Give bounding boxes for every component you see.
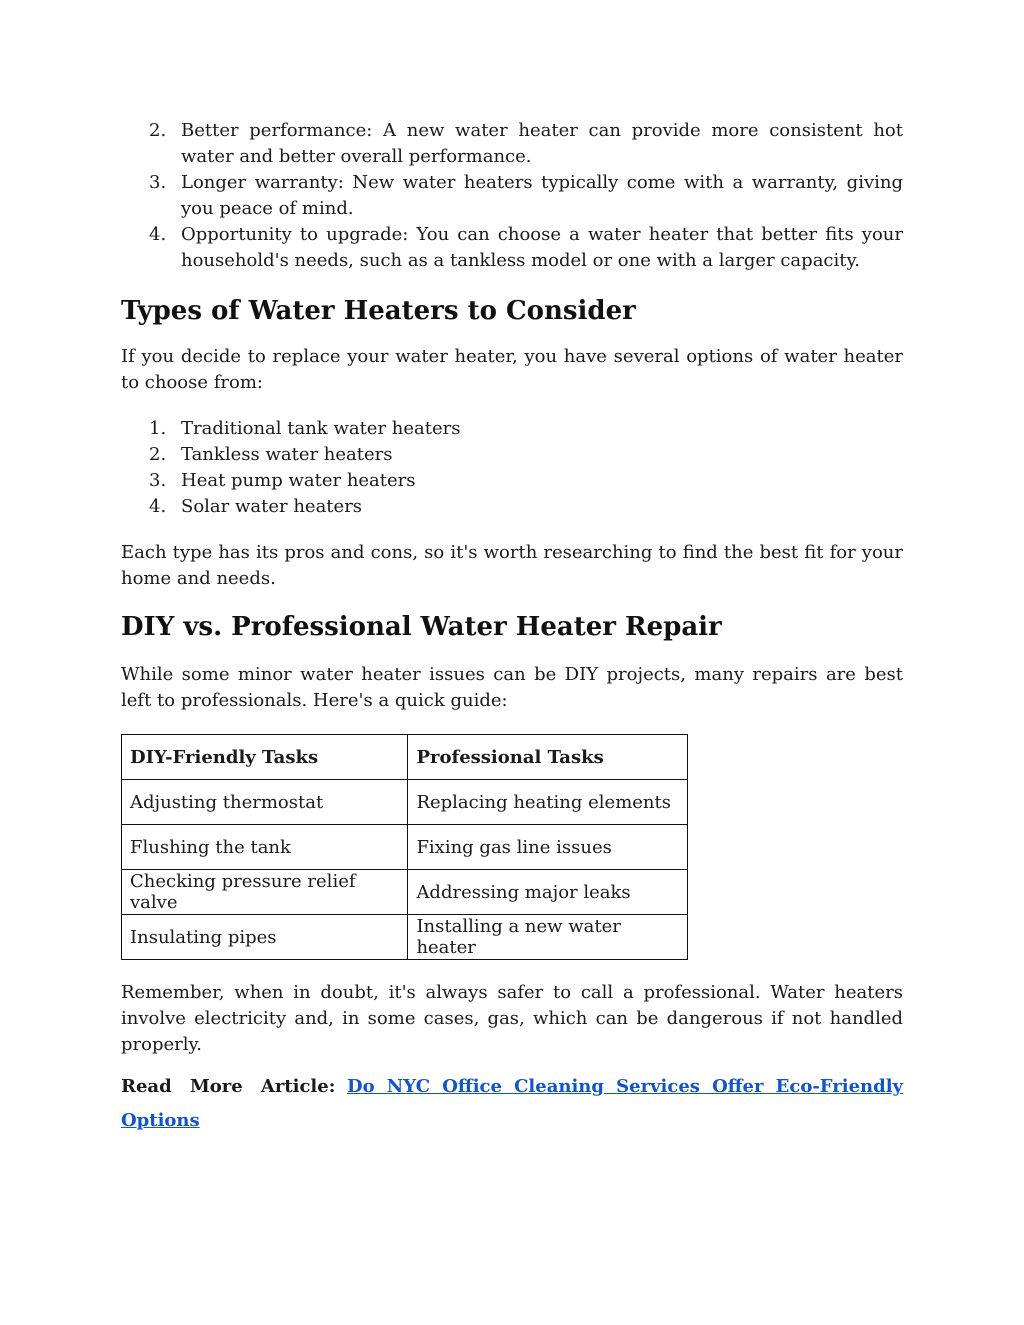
list-number: 2. bbox=[149, 120, 167, 141]
list-number: 4. bbox=[149, 496, 167, 517]
list-item-text: Traditional tank water heaters bbox=[181, 418, 461, 439]
read-more-line bbox=[121, 1070, 903, 1138]
section-heading-types: Types of Water Heaters to Consider bbox=[121, 296, 636, 326]
table-row bbox=[122, 915, 688, 960]
types-intro-paragraph: If you decide to replace your water heater, you have several options of water heater to choose from: bbox=[121, 346, 903, 393]
list-item-text: Longer warranty: New water heaters typically come with a warranty, giving you peace of mind. bbox=[181, 172, 903, 219]
diy-outro-paragraph: Remember, when in doubt, it's always safer to call a professional. Water heaters involve electricity and, in some cases, gas, which can be dangerous if not handled properly. bbox=[121, 982, 903, 1055]
column-header-diy: DIY-Friendly Tasks bbox=[122, 735, 408, 780]
types-list bbox=[121, 416, 903, 520]
table-cell: Replacing heating elements bbox=[408, 780, 688, 825]
list-item-text: Tankless water heaters bbox=[181, 444, 393, 465]
list-item bbox=[121, 118, 903, 170]
table-row bbox=[122, 825, 688, 870]
diy-intro-paragraph: While some minor water heater issues can be DIY projects, many repairs are best left to professionals. Here's a quick guide: bbox=[121, 664, 903, 711]
list-item bbox=[121, 442, 903, 468]
table-cell: Checking pressure relief valve bbox=[122, 870, 408, 915]
diy-vs-pro-table bbox=[121, 734, 688, 960]
list-item-text: Solar water heaters bbox=[181, 496, 363, 517]
table-row bbox=[122, 780, 688, 825]
list-number: 3. bbox=[149, 470, 167, 491]
benefits-list bbox=[121, 118, 903, 274]
document-page bbox=[121, 118, 903, 1138]
list-item bbox=[121, 170, 903, 222]
list-item-text: Heat pump water heaters bbox=[181, 470, 416, 491]
list-item-text: Opportunity to upgrade: You can choose a water heater that better fits your household's needs, such as a tankless model or one with a larger capacity. bbox=[181, 224, 903, 271]
table-row bbox=[122, 870, 688, 915]
list-number: 1. bbox=[149, 418, 167, 439]
table-header-row bbox=[122, 735, 688, 780]
table-cell: Fixing gas line issues bbox=[408, 825, 688, 870]
column-header-professional: Professional Tasks bbox=[408, 735, 688, 780]
read-more-link[interactable]: Do NYC Office Cleaning Services Offer Eco-Friendly Options bbox=[121, 1076, 903, 1131]
table-cell: Flushing the tank bbox=[122, 825, 408, 870]
list-item bbox=[121, 222, 903, 274]
table-cell: Insulating pipes bbox=[122, 915, 408, 960]
list-number: 2. bbox=[149, 444, 167, 465]
list-item-text: Better performance: A new water heater can provide more consistent hot water and better overall performance. bbox=[181, 120, 903, 167]
read-more-label: Read More Article: bbox=[121, 1076, 336, 1097]
types-outro-paragraph: Each type has its pros and cons, so it's worth researching to find the best fit for your home and needs. bbox=[121, 542, 903, 589]
table-cell: Adjusting thermostat bbox=[122, 780, 408, 825]
section-heading-diy: DIY vs. Professional Water Heater Repair bbox=[121, 612, 722, 642]
table-cell: Addressing major leaks bbox=[408, 870, 688, 915]
list-item bbox=[121, 416, 903, 442]
list-number: 3. bbox=[149, 172, 167, 193]
list-number: 4. bbox=[149, 224, 167, 245]
list-item bbox=[121, 494, 903, 520]
list-item bbox=[121, 468, 903, 494]
table-cell: Installing a new water heater bbox=[408, 915, 688, 960]
